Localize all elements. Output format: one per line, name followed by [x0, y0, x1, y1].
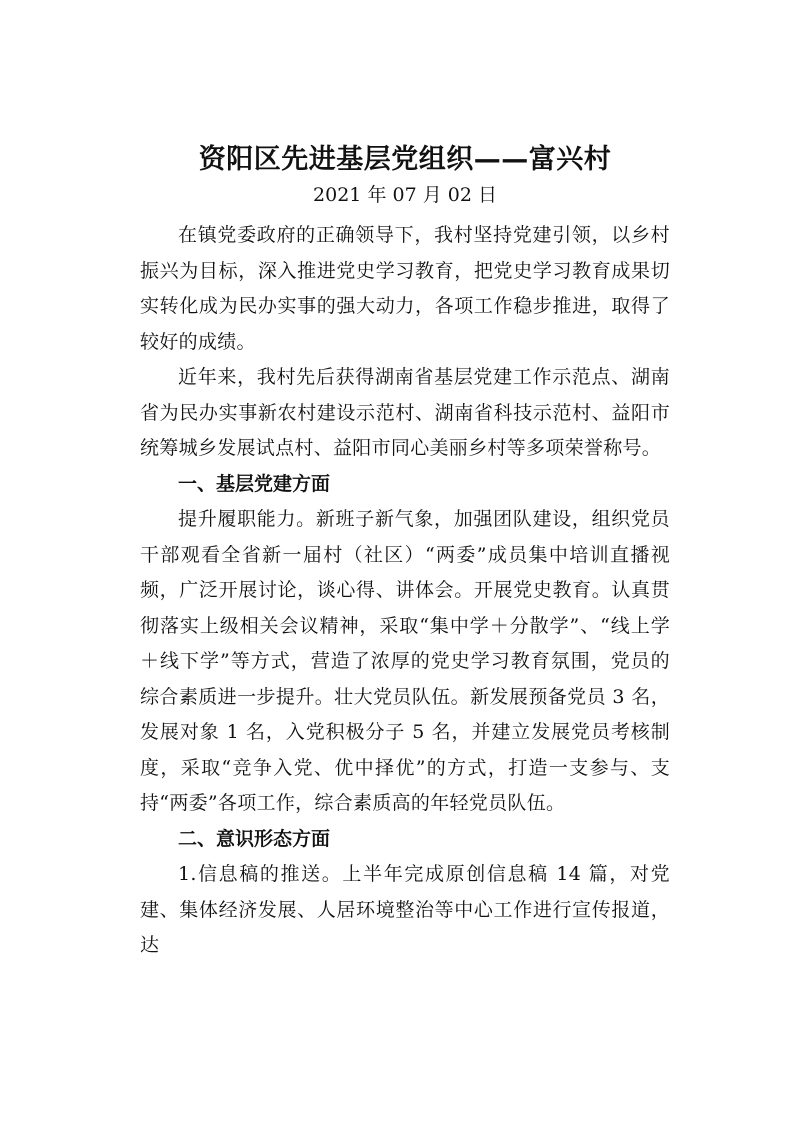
intro-paragraph-1: 在镇党委政府的正确领导下，我村坚持党建引领，以乡村振兴为目标，深入推进党史学习教育，把党史学习教育成果切实转化成为民办实事的强大动力，各项工作稳步推进，取得了较好的成绩。: [140, 224, 670, 353]
ideology-paragraph: 1.信息稿的推送。上半年完成原创信息稿 14 篇，对党建、集体经济发展、人居环境整治等中心工作进行宣传报道，达: [140, 863, 670, 956]
intro-paragraph-2: 近年来，我村先后获得湖南省基层党建工作示范点、湖南省为民办实事新农村建设示范村、湖南省科技示范村、益阳市统筹城乡发展试点村、益阳市同心美丽乡村等多项荣誉称号。: [140, 366, 670, 459]
document-date: 2021 年 07 月 02 日: [313, 184, 497, 206]
party-building-paragraph: 提升履职能力。新班子新气象，加强团队建设，组织党员干部观看全省新一届村（社区）“两委”成员集中培训直播视频，广泛开展讨论，谈心得、讲体会。开展党史教育。认真贯彻落实上级相关会议精神，采取“集中学＋分散学”、“线上学＋线下学”等方式，营造了浓厚的党史学习教育氛围，党员的综合素质进一步提升。壮大党员队伍。新发展预备党员 3 名，发展对象 1 名，入党积极分子 5 名，并建立发展党员考核制度，采取“竞争入党、优中择优”的方式，打造一支参与、支持“两委”各项工作，综合素质高的年轻党员队伍。: [140, 508, 670, 814]
document-body: [140, 140, 670, 964]
section-heading-ideology: 二、意识形态方面: [178, 827, 331, 850]
document-title: 资阳区先进基层党组织——富兴村: [198, 144, 612, 175]
section-heading-party-building: 一、基层党建方面: [178, 472, 331, 495]
